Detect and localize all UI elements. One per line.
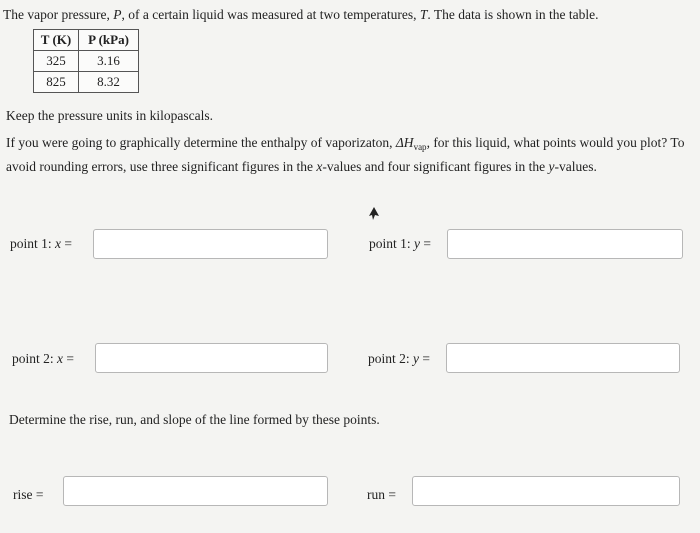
point1-x-input[interactable] xyxy=(94,230,327,258)
rise-label: rise = xyxy=(13,487,44,502)
table-row xyxy=(34,72,139,93)
table-header-row xyxy=(34,30,139,51)
table-header: T (K) xyxy=(34,30,79,51)
data-table xyxy=(33,29,139,93)
table-row xyxy=(34,51,139,72)
point2-x-label: point 2: x = xyxy=(12,351,75,366)
table-header: P (kPa) xyxy=(79,30,139,51)
question-text: If you were going to graphically determine the enthalpy of vaporizaton, $\Delta H_{vap}$, for this liquid, what points would you plot? To avoid rounding errors, use three significant figures in the x-values and four significant figures in the y-values. xyxy=(6,135,685,174)
table-cell: 825 xyxy=(34,72,79,93)
point1-y-box[interactable] xyxy=(447,229,683,259)
point2-x-box[interactable] xyxy=(95,343,328,373)
run-input[interactable] xyxy=(413,477,679,505)
point1-x-box[interactable] xyxy=(93,229,328,259)
point1-y-label: point 1: y = xyxy=(369,236,432,251)
table-cell: 325 xyxy=(34,51,79,72)
units-note: Keep the pressure units in kilopascals. xyxy=(6,108,213,123)
run-box[interactable] xyxy=(412,476,680,506)
table-cell: 3.16 xyxy=(79,51,139,72)
run-label: run = xyxy=(367,487,396,502)
point2-y-input[interactable] xyxy=(447,344,679,372)
slope-prompt: Determine the rise, run, and slope of the line formed by these points. xyxy=(9,412,380,427)
point2-x-input[interactable] xyxy=(96,344,327,372)
point2-y-box[interactable] xyxy=(446,343,680,373)
rise-input[interactable] xyxy=(64,477,327,505)
mouse-cursor-icon xyxy=(368,207,380,221)
rise-box[interactable] xyxy=(63,476,328,506)
point2-y-label: point 2: y = xyxy=(368,351,431,366)
problem-intro: The vapor pressure, P, of a certain liquid was measured at two temperatures, T. The data is shown in the table. xyxy=(3,7,599,22)
point1-y-input[interactable] xyxy=(448,230,682,258)
table-cell: 8.32 xyxy=(79,72,139,93)
point1-x-label: point 1: x = xyxy=(10,236,73,251)
